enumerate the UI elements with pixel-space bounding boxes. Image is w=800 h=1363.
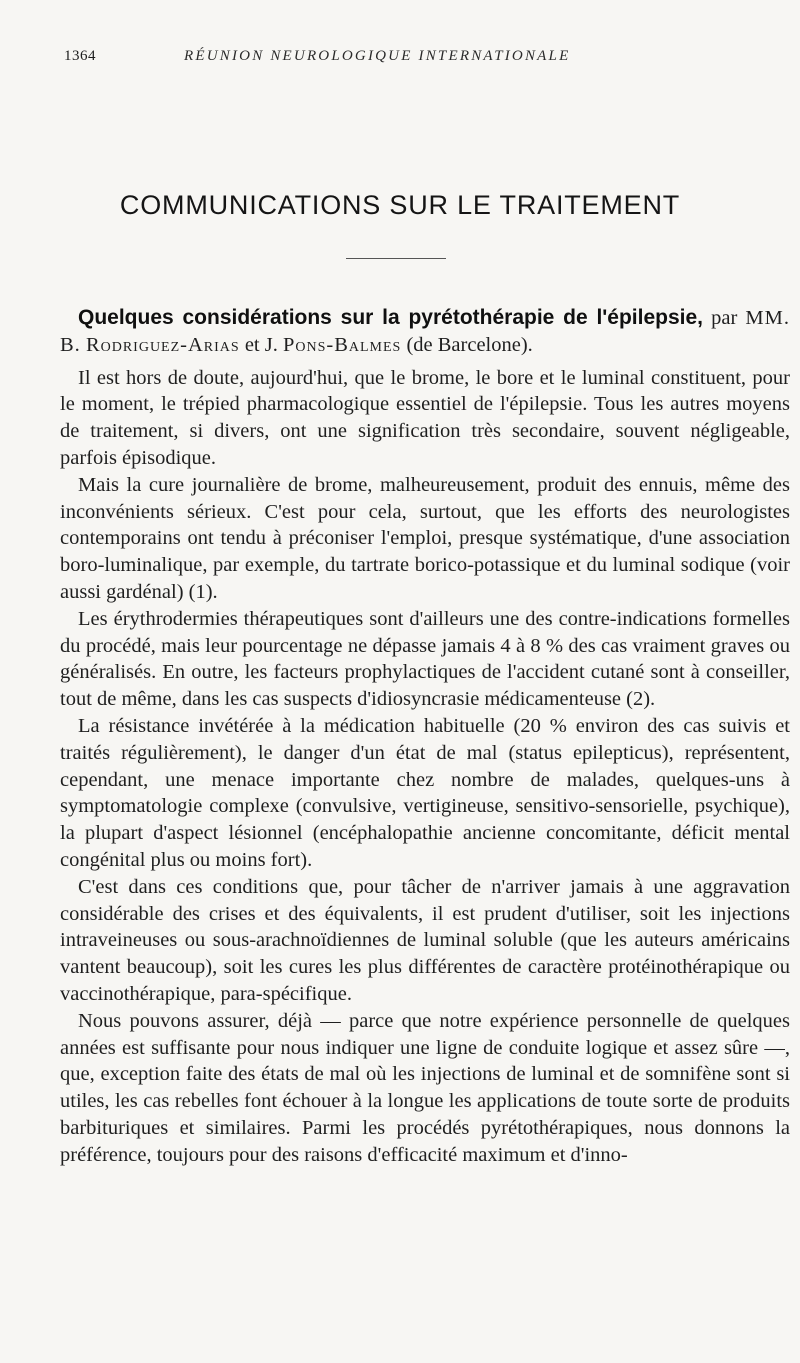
- article-body: [60, 305, 790, 1169]
- page-number: 1364: [64, 48, 96, 64]
- paragraph: Il est hors de doute, aujourd'hui, que le brome, le bore et le luminal constituent, pour le moment, le trépied pharmacologique essentiel de l'épilepsie. Tous les autres moyens de traitement, si divers, ont une signification très secondaire, souvent négligeable, parfois épisodique.: [60, 366, 790, 469]
- running-title: RÉUNION NEUROLOGIQUE INTERNATIONALE: [184, 48, 571, 64]
- article-heading: [60, 305, 790, 359]
- paragraph: C'est dans ces conditions que, pour tâcher de n'arriver jamais à une aggravation considérable des crises et des équivalents, il est prudent d'utiliser, soit les injections intraveineuses ou sous-arachnoïdiennes de luminal soluble (que les auteurs américains vantent beaucoup), soit les cures les plus différentes de caractère protéinothérapique ou vaccinothérapique, para-spécifique.: [60, 875, 790, 1005]
- author-2: Pons-Balmes: [282, 333, 402, 356]
- paragraph: Mais la cure journalière de brome, malheureusement, produit des ennuis, même des inconvénients sérieux. C'est pour cela, surtout, que les efforts des neurologistes contemporains ont tendu à préconiser l'emploi, presque systématique, d'une association boro-luminalique, par exemple, du tartrate borico-potassique et du luminal sodique (voir aussi gardénal) (1).: [60, 473, 790, 603]
- section-title: COMMUNICATIONS SUR LE TRAITEMENT: [119, 190, 681, 220]
- paragraph: La résistance invétérée à la médication habituelle (20 % environ des cas suivis et traités régulièrement), le danger d'un état de mal (status epilepticus), représentent, cependant, une menace importante chez nombre de malades, quelques-uns à symptomatologie complexe (convulsive, vertigineuse, sensitivo-sensorielle, psychique), la plupart d'aspect lésionnel (encéphalopathie ancienne concomitante, déficit mental congénital plus ou moins fort).: [60, 714, 790, 871]
- paragraph: Les érythrodermies thérapeutiques sont d'ailleurs une des contre-indications formelles du procédé, mais leur pourcentage ne dépasse jamais 4 à 8 % des cas vraiment graves ou généralisés. En outre, les facteurs prophylactiques de l'accident cutané sont à conseiller, tout de même, dans les cas suspects d'idiosyncrasie médicamenteuse (2).: [60, 607, 790, 711]
- authors-prefix: MM. B.: [60, 307, 791, 356]
- running-head: [64, 48, 740, 72]
- article-title: Quelques considérations sur la pyrétothérapie de l'épilepsie,: [78, 306, 704, 329]
- par-word: par: [711, 307, 738, 329]
- paragraph: Nous pouvons assurer, déjà — parce que notre expérience personnelle de quelques années est suffisante pour nous indiquer une ligne de conduite logique et assez sûre —, que, exception faite des états de mal où les injections de luminal et de somnifène sont si utiles, les cas rebelles font échouer à la longue les applications de toute sorte de produits barbituriques et similaires. Parmi les procédés pyrétothérapiques, nous donnons la préférence, toujours pour des raisons d'efficacité maximum et d'inno-: [60, 1009, 790, 1166]
- affiliation: (de Barcelone).: [406, 333, 533, 356]
- title-divider: [346, 258, 446, 259]
- author-1: Rodriguez-Arias: [85, 333, 240, 356]
- authors-and: et J.: [244, 333, 278, 356]
